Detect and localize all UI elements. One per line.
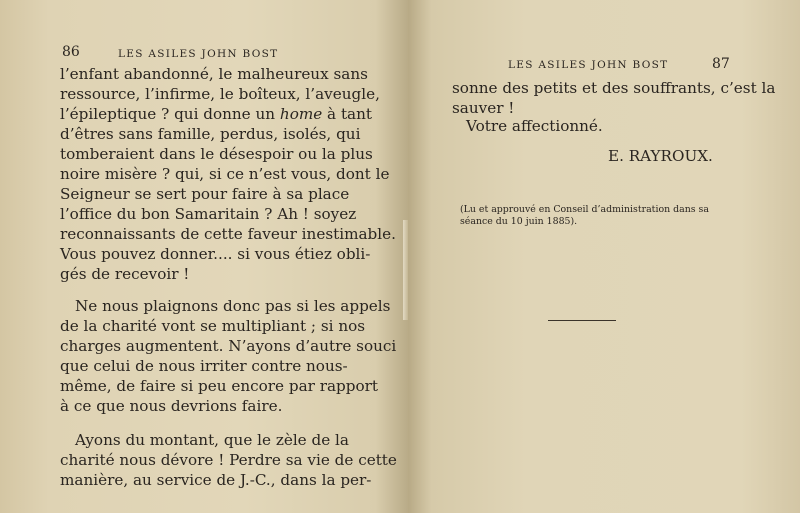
- right-line-1: sonne des petits et des souffrants, c’est la: [452, 79, 776, 97]
- right-running-header: LES ASILES JOHN BOST: [508, 59, 669, 71]
- left-line-9: reconnaissants de cette faveur inestimable.: [60, 225, 396, 243]
- footnote-line-1: (Lu et approuvé en Conseil d’administration dans sa: [460, 204, 709, 215]
- right-line-3: Votre affectionné.: [466, 117, 603, 135]
- left-line-15: que celui de nous irriter contre nous-: [60, 357, 348, 375]
- left-line-7: Seigneur se sert pour faire à sa place: [60, 185, 350, 203]
- left-line-16: même, de faire si peu encore par rapport: [60, 377, 379, 395]
- left-line-14: charges augmentent. N’ayons d’autre souci: [60, 337, 397, 355]
- left-line-11: gés de recevoir !: [60, 265, 190, 283]
- left-line-6: noire misère ? qui, si ce n’est vous, dont le: [60, 165, 390, 183]
- left-line-3-tail: à tant: [322, 105, 372, 123]
- left-line-20: manière, au service de J.-C., dans la per-: [60, 471, 372, 489]
- left-line-10: Vous pouvez donner.... si vous étiez obli-: [60, 245, 371, 263]
- left-line-1: l’enfant abandonné, le malheureux sans: [60, 65, 368, 83]
- left-line-4: d’êtres sans famille, perdus, isolés, qui: [60, 125, 361, 143]
- left-line-3: [60, 104, 372, 124]
- left-line-18: Ayons du montant, que le zèle de la: [75, 431, 349, 449]
- left-line-12: Ne nous plaignons donc pas si les appels: [75, 297, 391, 315]
- left-line-13: de la charité vont se multipliant ; si nos: [60, 317, 366, 335]
- italic-word-home: home: [279, 105, 323, 123]
- signature-name: E. RAYROUX.: [608, 147, 713, 165]
- left-line-17: à ce que nous devrions faire.: [60, 397, 283, 415]
- closing-rule: [548, 320, 616, 321]
- right-page-number: 87: [712, 56, 730, 72]
- left-line-2: ressource, l’infirme, le boîteux, l’aveugle,: [60, 85, 380, 103]
- right-line-2: sauver !: [452, 99, 515, 117]
- left-line-8: l’office du bon Samaritain ? Ah ! soyez: [60, 205, 357, 223]
- left-line-3-text: l’épileptique ? qui donne un: [60, 105, 280, 123]
- left-line-19: charité nous dévore ! Perdre sa vie de cette: [60, 451, 397, 469]
- left-running-header: LES ASILES JOHN BOST: [118, 48, 279, 60]
- left-page-number: 86: [62, 44, 80, 60]
- footnote-line-2: séance du 10 juin 1885).: [460, 216, 578, 227]
- right-page: [408, 0, 800, 513]
- left-line-5: tomberaient dans le désespoir ou la plus: [60, 145, 373, 163]
